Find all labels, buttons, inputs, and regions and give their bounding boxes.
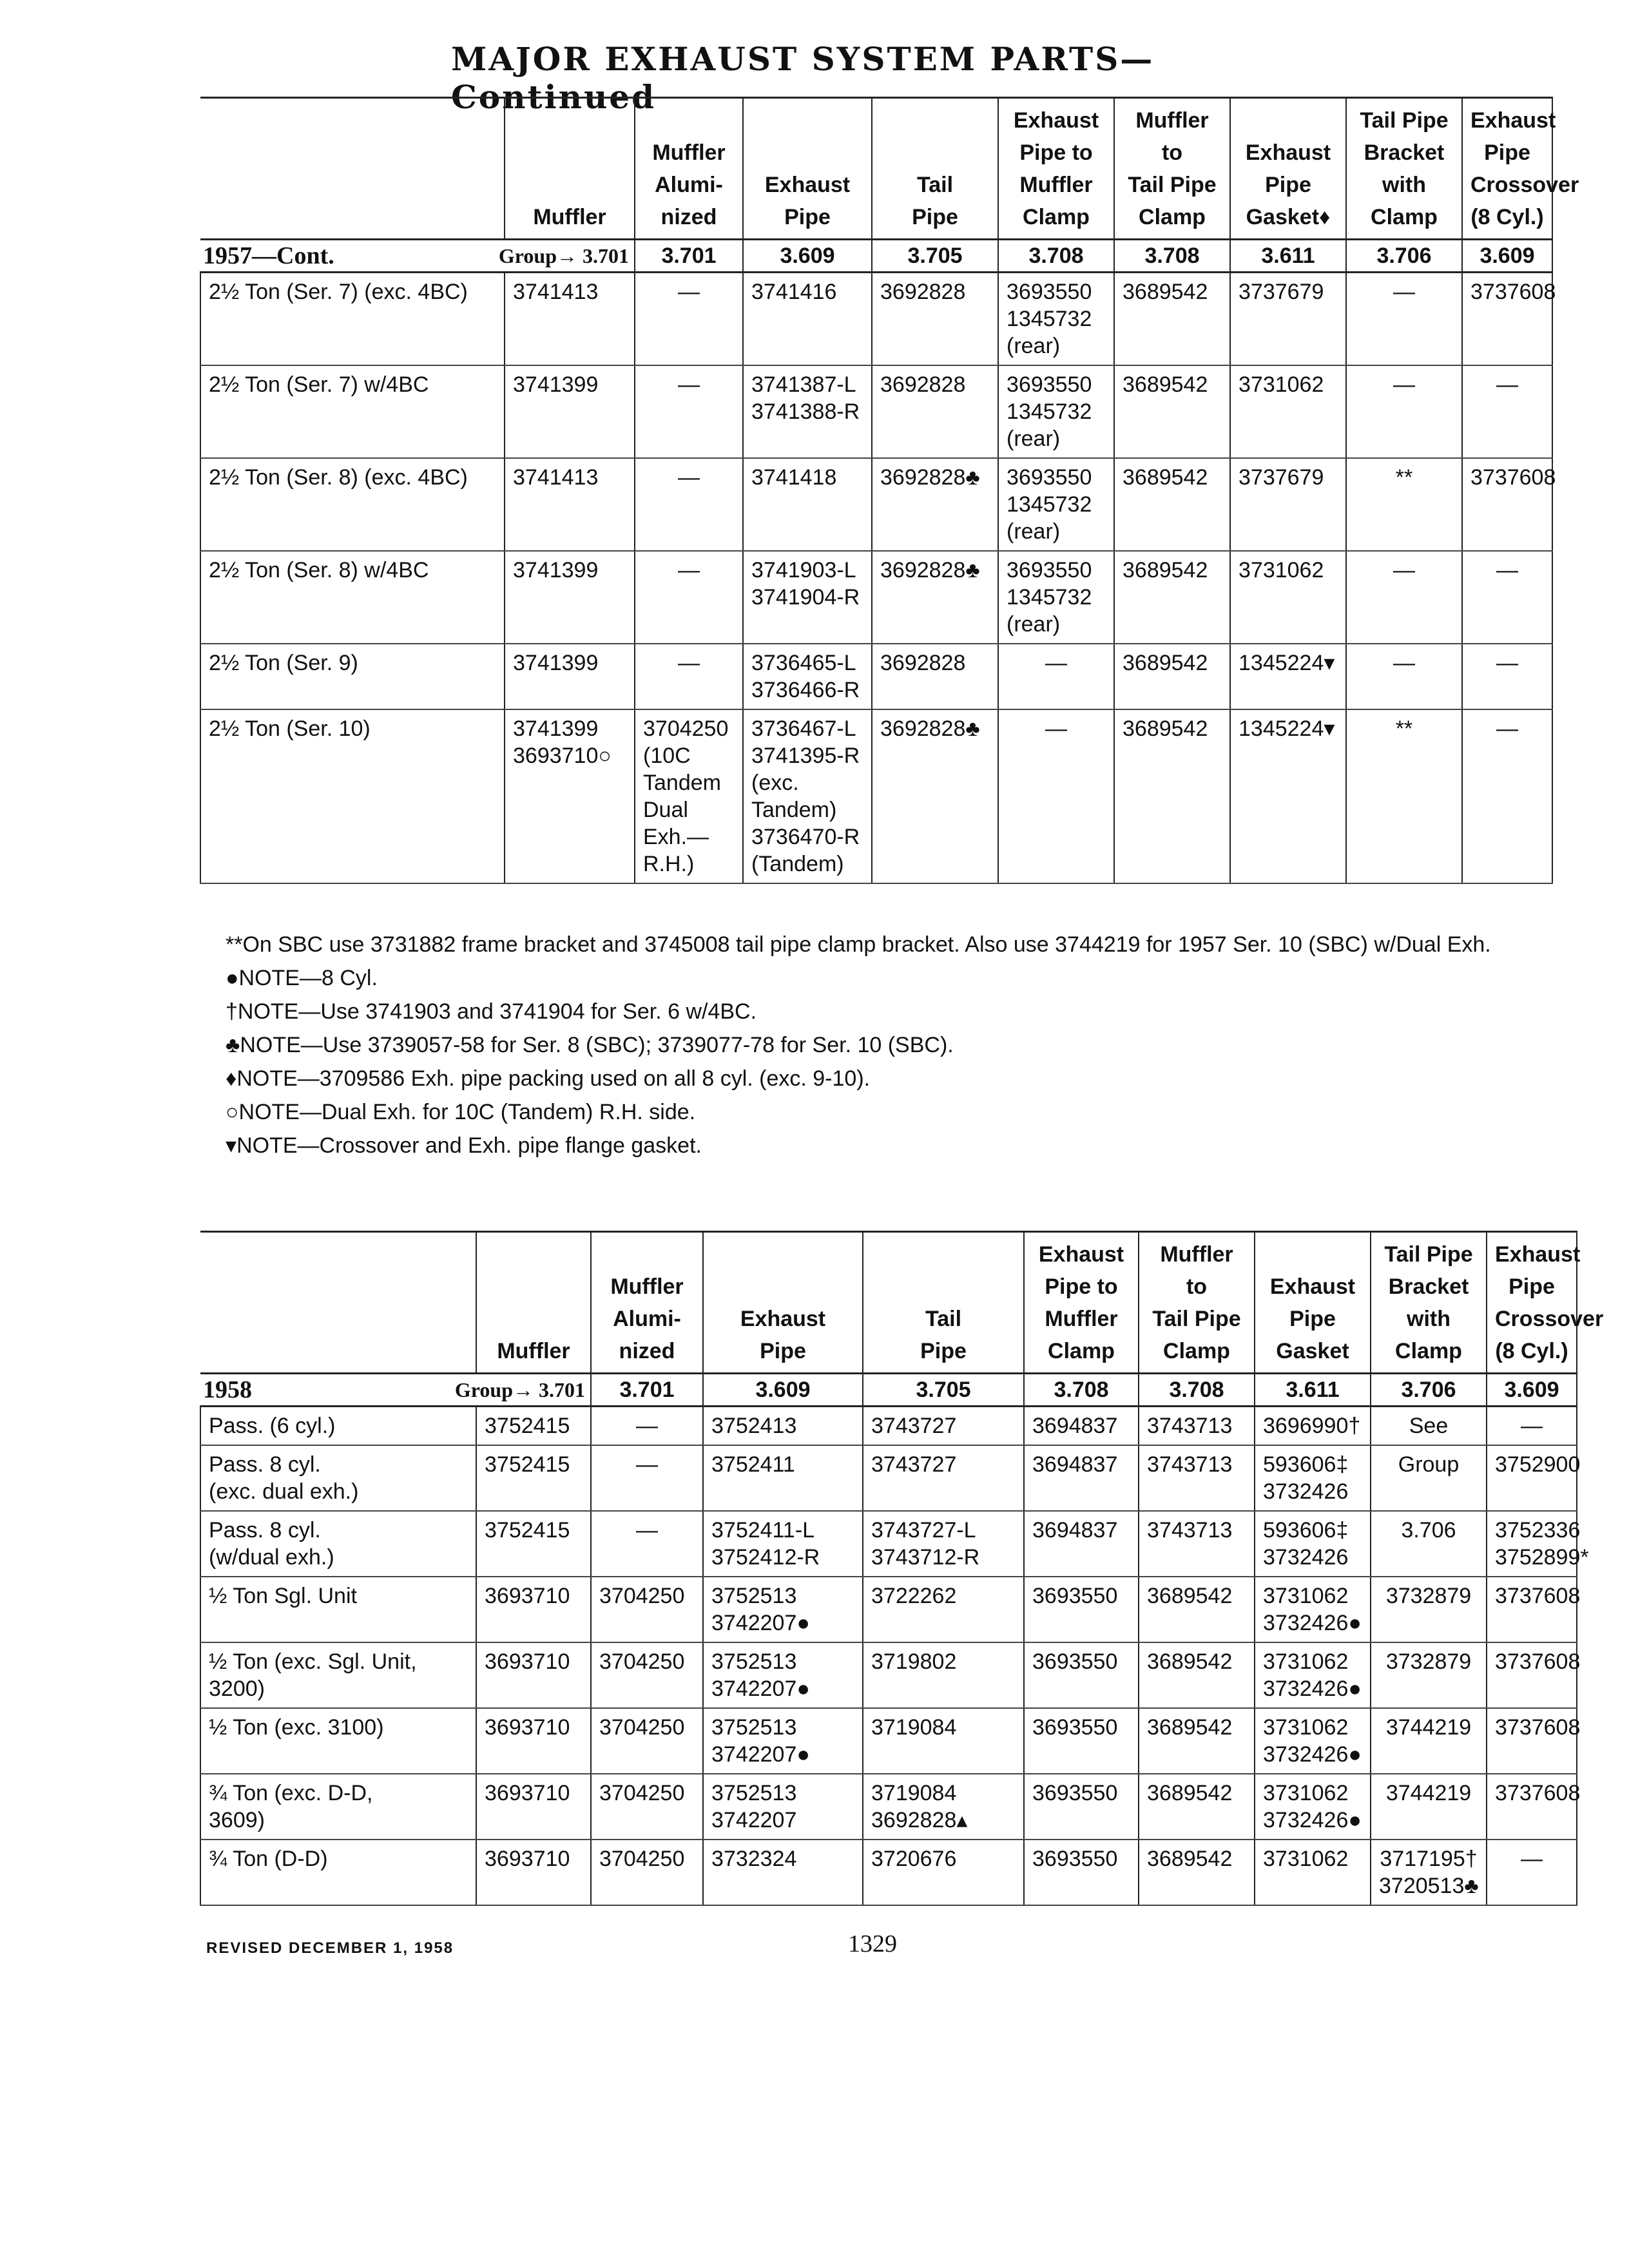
muffler-cell: 3741399 3693710○ <box>505 709 635 883</box>
table-row <box>200 1445 1577 1511</box>
group-code: 3.609 <box>1487 1374 1577 1407</box>
muffler-aluminized-cell: 3704250 <box>591 1840 703 1905</box>
exhaust-pipe-cell: 3752513 3742207● <box>703 1642 863 1708</box>
exhaust-pipe-muffler-clamp-cell: 3693550 1345732 (rear) <box>998 365 1114 458</box>
page-title: MAJOR EXHAUST SYSTEM PARTS—Continued <box>451 40 1155 116</box>
exhaust-pipe-muffler-clamp-cell: 3694837 <box>1024 1445 1139 1511</box>
muffler-cell: 3741399 <box>505 551 635 644</box>
exhaust-pipe-muffler-clamp-cell: 3693550 1345732 (rear) <box>998 551 1114 644</box>
table-row <box>200 273 1552 366</box>
table-row <box>200 1774 1577 1840</box>
muffler-cell: 3752415 <box>476 1445 591 1511</box>
header-exhaust-pipe-muffler-clamp: Exhaust Pipe to Muffler Clamp <box>1024 1232 1139 1374</box>
exhaust-pipe-gasket-cell: 3731062 <box>1255 1840 1371 1905</box>
model-cell: Pass. (6 cyl.) <box>200 1407 476 1446</box>
header-exhaust-pipe-gasket: Exhaust Pipe Gasket <box>1255 1232 1371 1374</box>
group-code: 3.705 <box>872 240 998 273</box>
header-exhaust-pipe-gasket: Exhaust Pipe Gasket♦ <box>1230 98 1346 240</box>
tailpipe-bracket-cell: — <box>1346 365 1462 458</box>
exhaust-pipe-crossover-cell: — <box>1462 709 1552 883</box>
tail-pipe-cell: 3692828 <box>872 365 998 458</box>
exhaust-pipe-crossover-cell: 3737608 <box>1462 273 1552 366</box>
table-row <box>200 1511 1577 1577</box>
group-code: 3.708 <box>998 240 1114 273</box>
muffler-aluminized-cell: 3704250 <box>591 1708 703 1774</box>
year-label: 1957—Cont. <box>203 242 334 269</box>
group-code: 3.701 <box>591 1374 703 1407</box>
tail-pipe-cell: 3692828 <box>872 644 998 709</box>
muffler-tailpipe-clamp-cell: 3689542 <box>1139 1840 1255 1905</box>
muffler-cell: 3693710 <box>476 1840 591 1905</box>
table-row <box>200 644 1552 709</box>
muffler-cell: 3752415 <box>476 1511 591 1577</box>
exhaust-pipe-gasket-cell: 3731062 3732426● <box>1255 1774 1371 1840</box>
muffler-cell: 3741399 <box>505 365 635 458</box>
tailpipe-bracket-cell: — <box>1346 273 1462 366</box>
group-code: 3.609 <box>1462 240 1552 273</box>
group-code: 3.708 <box>1024 1374 1139 1407</box>
rows-1957 <box>200 273 1556 884</box>
exhaust-pipe-cell: 3736465-L 3736466-R <box>743 644 872 709</box>
exhaust-pipe-crossover-cell: — <box>1487 1840 1577 1905</box>
tail-pipe-cell: 3743727 <box>863 1407 1024 1446</box>
group-code: 3.706 <box>1346 240 1462 273</box>
muffler-aluminized-cell: — <box>591 1511 703 1577</box>
group-code: 3.706 <box>1371 1374 1487 1407</box>
model-cell: Pass. 8 cyl. (exc. dual exh.) <box>200 1445 476 1511</box>
header-tail-pipe: Tail Pipe <box>863 1232 1024 1374</box>
tail-pipe-cell: 3692828♣ <box>872 458 998 551</box>
header-exhaust-pipe-muffler-clamp: Exhaust Pipe to Muffler Clamp <box>998 98 1114 240</box>
exhaust-pipe-cell: 3741416 <box>743 273 872 366</box>
exhaust-pipe-crossover-cell: 3737608 <box>1487 1708 1577 1774</box>
muffler-tailpipe-clamp-cell: 3743713 <box>1139 1511 1255 1577</box>
model-cell: ½ Ton (exc. Sgl. Unit, 3200) <box>200 1642 476 1708</box>
muffler-aluminized-cell: — <box>635 551 743 644</box>
exhaust-pipe-muffler-clamp-cell: 3694837 <box>1024 1511 1139 1577</box>
tail-pipe-cell: 3720676 <box>863 1840 1024 1905</box>
group-code: 3.611 <box>1255 1374 1371 1407</box>
model-cell: 2½ Ton (Ser. 8) w/4BC <box>200 551 505 644</box>
exhaust-pipe-crossover-cell: 3737608 <box>1462 458 1552 551</box>
exhaust-pipe-crossover-cell: 3752336 3752899* <box>1487 1511 1577 1577</box>
table-row <box>200 1577 1577 1642</box>
header-muffler-tailpipe-clamp: Muffler to Tail Pipe Clamp <box>1114 98 1230 240</box>
footnote: ●NOTE—8 Cyl. <box>226 966 378 990</box>
muffler-aluminized-cell: 3704250 <box>591 1577 703 1642</box>
muffler-tailpipe-clamp-cell: 3689542 <box>1139 1774 1255 1840</box>
header-tail-pipe: Tail Pipe <box>872 98 998 240</box>
header-exhaust-pipe: Exhaust Pipe <box>703 1232 863 1374</box>
tailpipe-bracket-cell: 3732879 <box>1371 1642 1487 1708</box>
exhaust-pipe-crossover-cell: — <box>1462 644 1552 709</box>
tailpipe-bracket-cell: ** <box>1346 709 1462 883</box>
muffler-cell: 3741399 <box>505 644 635 709</box>
exhaust-pipe-muffler-clamp-cell: 3693550 1345732 (rear) <box>998 273 1114 366</box>
header-exhaust-pipe-crossover: Exhaust Pipe Crossover (8 Cyl.) <box>1487 1232 1577 1374</box>
group-code: 3.708 <box>1114 240 1230 273</box>
muffler-cell: 3752415 <box>476 1407 591 1446</box>
exhaust-pipe-cell: 3741387-L 3741388-R <box>743 365 872 458</box>
header-blank <box>200 1232 476 1374</box>
header-blank <box>200 98 505 240</box>
muffler-tailpipe-clamp-cell: 3689542 <box>1139 1577 1255 1642</box>
exhaust-pipe-muffler-clamp-cell: 3693550 <box>1024 1577 1139 1642</box>
muffler-cell: 3693710 <box>476 1708 591 1774</box>
exhaust-pipe-gasket-cell: 1345224▾ <box>1230 644 1346 709</box>
exhaust-pipe-crossover-cell: — <box>1462 365 1552 458</box>
exhaust-pipe-muffler-clamp-cell: 3693550 <box>1024 1708 1139 1774</box>
muffler-cell: 3693710 <box>476 1577 591 1642</box>
exhaust-pipe-muffler-clamp-cell: 3693550 1345732 (rear) <box>998 458 1114 551</box>
header-tailpipe-bracket: Tail Pipe Bracket with Clamp <box>1346 98 1462 240</box>
table-row <box>200 1642 1577 1708</box>
exhaust-pipe-muffler-clamp-cell: 3694837 <box>1024 1407 1139 1446</box>
tailpipe-bracket-cell: Group <box>1371 1445 1487 1511</box>
muffler-aluminized-cell: — <box>635 365 743 458</box>
revision-date: REVISED DECEMBER 1, 1958 <box>206 1939 454 1957</box>
footnote: ♣NOTE—Use 3739057-58 for Ser. 8 (SBC); 3739077-78 for Ser. 10 (SBC). <box>226 1033 954 1057</box>
tail-pipe-cell: 3722262 <box>863 1577 1024 1642</box>
year-group-cell <box>200 240 635 273</box>
muffler-cell: 3693710 <box>476 1774 591 1840</box>
exhaust-pipe-gasket-cell: 3731062 3732426● <box>1255 1577 1371 1642</box>
muffler-tailpipe-clamp-cell: 3689542 <box>1114 644 1230 709</box>
exhaust-pipe-cell: 3752413 <box>703 1407 863 1446</box>
exhaust-pipe-muffler-clamp-cell: — <box>998 644 1114 709</box>
exhaust-pipe-cell: 3732324 <box>703 1840 863 1905</box>
exhaust-pipe-muffler-clamp-cell: 3693550 <box>1024 1840 1139 1905</box>
model-cell: 2½ Ton (Ser. 8) (exc. 4BC) <box>200 458 505 551</box>
exhaust-pipe-gasket-cell: 3731062 <box>1230 365 1346 458</box>
table-row <box>200 365 1552 458</box>
table-row <box>200 1708 1577 1774</box>
muffler-aluminized-cell: 3704250 <box>591 1642 703 1708</box>
tailpipe-bracket-cell: — <box>1346 644 1462 709</box>
page-number: 1329 <box>848 1930 897 1957</box>
model-cell: ¾ Ton (D-D) <box>200 1840 476 1905</box>
muffler-tailpipe-clamp-cell: 3689542 <box>1114 709 1230 883</box>
exhaust-pipe-cell: 3741903-L 3741904-R <box>743 551 872 644</box>
exhaust-pipe-crossover-cell: 3737608 <box>1487 1642 1577 1708</box>
group-code: 3.705 <box>863 1374 1024 1407</box>
model-cell: ¾ Ton (exc. D-D, 3609) <box>200 1774 476 1840</box>
year-group-cell <box>200 1374 591 1407</box>
muffler-tailpipe-clamp-cell: 3689542 <box>1114 273 1230 366</box>
exhaust-pipe-crossover-cell: — <box>1462 551 1552 644</box>
muffler-cell: 3693710 <box>476 1642 591 1708</box>
tail-pipe-cell: 3719802 <box>863 1642 1024 1708</box>
rows-1958 <box>200 1407 1589 1906</box>
muffler-aluminized-cell: — <box>591 1445 703 1511</box>
footnote: ○NOTE—Dual Exh. for 10C (Tandem) R.H. side. <box>226 1100 696 1124</box>
footnote: **On SBC use 3731882 frame bracket and 3745008 tail pipe clamp bracket. Also use 3744219 for 1957 Ser. 10 (SBC) w/Dual Exh. <box>226 932 1491 957</box>
muffler-tailpipe-clamp-cell: 3743713 <box>1139 1445 1255 1511</box>
muffler-tailpipe-clamp-cell: 3689542 <box>1139 1642 1255 1708</box>
muffler-aluminized-cell: 3704250 (10C Tandem Dual Exh.— R.H.) <box>635 709 743 883</box>
model-cell: 2½ Ton (Ser. 9) <box>200 644 505 709</box>
exhaust-pipe-cell: 3752411-L 3752412-R <box>703 1511 863 1577</box>
parts-table-1957 <box>200 97 1579 884</box>
exhaust-pipe-gasket-cell: 3737679 <box>1230 273 1346 366</box>
muffler-aluminized-cell: — <box>635 458 743 551</box>
header-muffler-tailpipe-clamp: Muffler to Tail Pipe Clamp <box>1139 1232 1255 1374</box>
exhaust-pipe-muffler-clamp-cell: — <box>998 709 1114 883</box>
muffler-tailpipe-clamp-cell: 3689542 <box>1114 551 1230 644</box>
exhaust-pipe-cell: 3741418 <box>743 458 872 551</box>
tailpipe-bracket-cell: ** <box>1346 458 1462 551</box>
exhaust-pipe-muffler-clamp-cell: 3693550 <box>1024 1642 1139 1708</box>
tail-pipe-cell: 3692828 <box>872 273 998 366</box>
exhaust-pipe-cell: 3736467-L 3741395-R (exc. Tandem) 3736470-R (Tandem) <box>743 709 872 883</box>
tailpipe-bracket-cell: See <box>1371 1407 1487 1446</box>
footnote: †NOTE—Use 3741903 and 3741904 for Ser. 6 w/4BC. <box>226 999 757 1024</box>
exhaust-pipe-gasket-cell: 3696990† <box>1255 1407 1371 1446</box>
exhaust-pipe-muffler-clamp-cell: 3693550 <box>1024 1774 1139 1840</box>
model-cell: 2½ Ton (Ser. 7) (exc. 4BC) <box>200 273 505 366</box>
muffler-aluminized-cell: 3704250 <box>591 1774 703 1840</box>
model-cell: ½ Ton Sgl. Unit <box>200 1577 476 1642</box>
tailpipe-bracket-cell: 3744219 <box>1371 1708 1487 1774</box>
muffler-cell: 3741413 <box>505 458 635 551</box>
header-muffler: Muffler <box>476 1232 591 1374</box>
group-label: Group→ 3.701 <box>498 244 629 267</box>
muffler-aluminized-cell: — <box>635 644 743 709</box>
exhaust-pipe-crossover-cell: 3752900 <box>1487 1445 1577 1511</box>
tail-pipe-cell: 3692828♣ <box>872 709 998 883</box>
footnote: ♦NOTE—3709586 Exh. pipe packing used on all 8 cyl. (exc. 9-10). <box>226 1066 871 1091</box>
tailpipe-bracket-cell: — <box>1346 551 1462 644</box>
exhaust-pipe-cell: 3752513 3742207 <box>703 1774 863 1840</box>
exhaust-pipe-cell: 3752411 <box>703 1445 863 1511</box>
group-code: 3.609 <box>743 240 872 273</box>
tailpipe-bracket-cell: 3744219 <box>1371 1774 1487 1840</box>
exhaust-pipe-crossover-cell: 3737608 <box>1487 1577 1577 1642</box>
exhaust-pipe-gasket-cell: 3731062 <box>1230 551 1346 644</box>
header-muffler-aluminized: Muffler Alumi- nized <box>591 1232 703 1374</box>
header-exhaust-pipe: Exhaust Pipe <box>743 98 872 240</box>
group-code: 3.701 <box>635 240 743 273</box>
table-row <box>200 1407 1577 1446</box>
muffler-cell: 3741413 <box>505 273 635 366</box>
exhaust-pipe-gasket-cell: 3731062 3732426● <box>1255 1642 1371 1708</box>
tail-pipe-cell: 3719084 <box>863 1708 1024 1774</box>
tailpipe-bracket-cell: 3717195† 3720513♣ <box>1371 1840 1487 1905</box>
muffler-tailpipe-clamp-cell: 3689542 <box>1114 365 1230 458</box>
footnote: ▾NOTE—Crossover and Exh. pipe flange gasket. <box>226 1133 702 1158</box>
exhaust-pipe-gasket-cell: 1345224▾ <box>1230 709 1346 883</box>
exhaust-pipe-crossover-cell: — <box>1487 1407 1577 1446</box>
group-code: 3.708 <box>1139 1374 1255 1407</box>
exhaust-pipe-cell: 3752513 3742207● <box>703 1577 863 1642</box>
muffler-tailpipe-clamp-cell: 3743713 <box>1139 1407 1255 1446</box>
exhaust-pipe-crossover-cell: 3737608 <box>1487 1774 1577 1840</box>
table-row <box>200 458 1552 551</box>
exhaust-pipe-gasket-cell: 3731062 3732426● <box>1255 1708 1371 1774</box>
tail-pipe-cell: 3743727-L 3743712-R <box>863 1511 1024 1577</box>
group-code: 3.611 <box>1230 240 1346 273</box>
muffler-aluminized-cell: — <box>635 273 743 366</box>
header-exhaust-pipe-crossover: Exhaust Pipe Crossover (8 Cyl.) <box>1462 98 1552 240</box>
model-cell: 2½ Ton (Ser. 7) w/4BC <box>200 365 505 458</box>
table-row <box>200 709 1552 883</box>
muffler-aluminized-cell: — <box>591 1407 703 1446</box>
group-label: Group→ 3.701 <box>454 1378 585 1401</box>
model-cell: Pass. 8 cyl. (w/dual exh.) <box>200 1511 476 1577</box>
header-muffler: Muffler <box>505 98 635 240</box>
table-row <box>200 551 1552 644</box>
group-row <box>200 1374 1577 1407</box>
exhaust-pipe-gasket-cell: 593606‡ 3732426 <box>1255 1445 1371 1511</box>
exhaust-pipe-cell: 3752513 3742207● <box>703 1708 863 1774</box>
tailpipe-bracket-cell: 3732879 <box>1371 1577 1487 1642</box>
group-row <box>200 240 1552 273</box>
header-tailpipe-bracket: Tail Pipe Bracket with Clamp <box>1371 1232 1487 1374</box>
footnotes <box>226 928 1566 1162</box>
table-row <box>200 1840 1577 1905</box>
exhaust-pipe-gasket-cell: 593606‡ 3732426 <box>1255 1511 1371 1577</box>
muffler-tailpipe-clamp-cell: 3689542 <box>1114 458 1230 551</box>
model-cell: ½ Ton (exc. 3100) <box>200 1708 476 1774</box>
parts-table-1958 <box>200 1231 1604 1906</box>
group-code: 3.609 <box>703 1374 863 1407</box>
muffler-tailpipe-clamp-cell: 3689542 <box>1139 1708 1255 1774</box>
exhaust-pipe-gasket-cell: 3737679 <box>1230 458 1346 551</box>
tail-pipe-cell: 3692828♣ <box>872 551 998 644</box>
tailpipe-bracket-cell: 3.706 <box>1371 1511 1487 1577</box>
tail-pipe-cell: 3719084 3692828▴ <box>863 1774 1024 1840</box>
header-muffler-aluminized: Muffler Alumi- nized <box>635 98 743 240</box>
year-label: 1958 <box>203 1376 252 1403</box>
model-cell: 2½ Ton (Ser. 10) <box>200 709 505 883</box>
tail-pipe-cell: 3743727 <box>863 1445 1024 1511</box>
